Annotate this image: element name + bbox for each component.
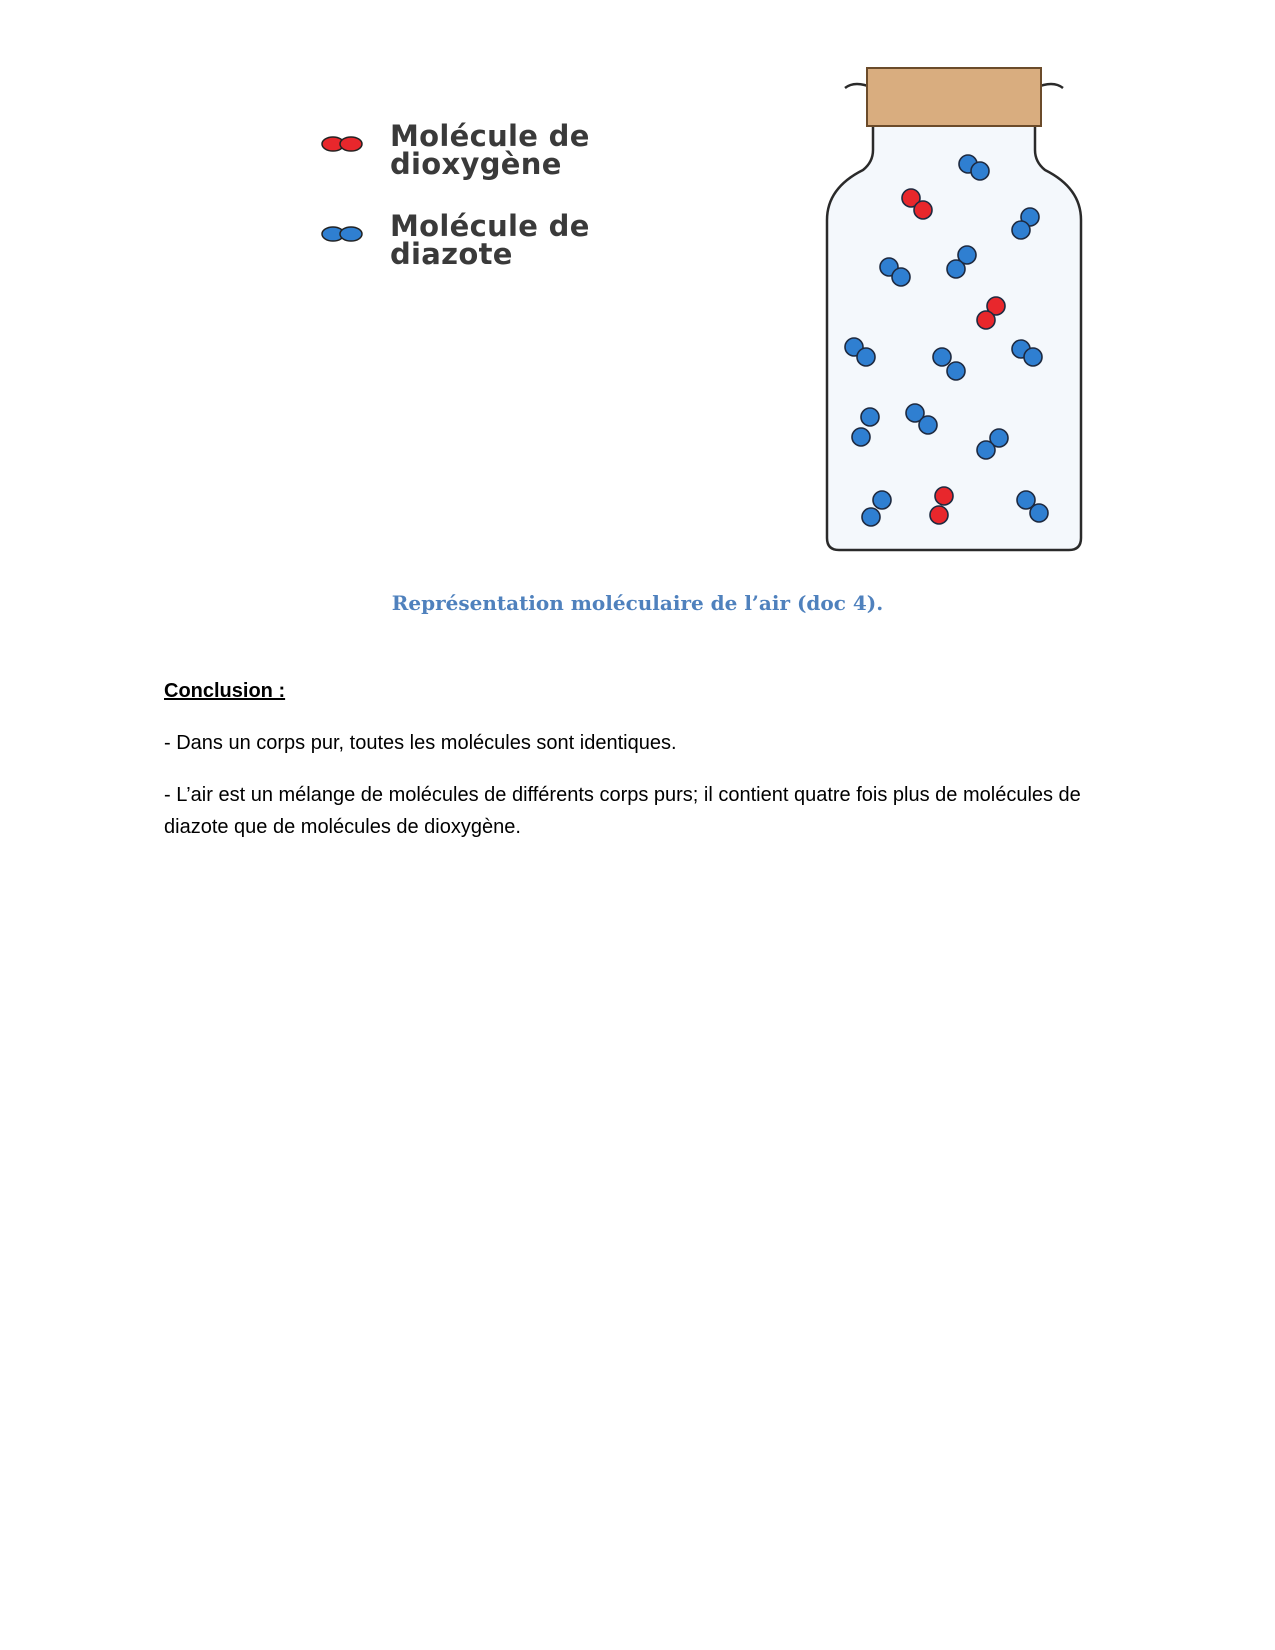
conclusion-paragraph-1: - Dans un corps pur, toutes les molécules sont identiques. xyxy=(164,732,677,754)
oxygen-molecule-icon xyxy=(320,136,364,152)
air-jar-illustration xyxy=(825,60,1115,590)
conclusion-section xyxy=(164,675,1114,863)
legend xyxy=(320,119,680,302)
legend-label-oxygen: Molécule de dioxygène xyxy=(390,119,590,181)
conclusion-paragraph-2: - L’air est un mélange de molécules de différents corps purs; il contient quatre fois plus de molécules de diazote que de molécules de dioxygène. xyxy=(164,784,1081,838)
jar-outline xyxy=(827,125,1081,550)
cork xyxy=(867,68,1041,126)
nitrogen-molecule-icon xyxy=(320,226,364,242)
legend-label-nitrogen: Molécule de diazote xyxy=(390,209,590,271)
figure-caption: Représentation moléculaire de l’air (doc 4). xyxy=(391,591,884,615)
legend-item-oxygen xyxy=(320,119,680,212)
legend-item-nitrogen xyxy=(320,209,680,302)
conclusion-heading: Conclusion : xyxy=(164,680,286,702)
